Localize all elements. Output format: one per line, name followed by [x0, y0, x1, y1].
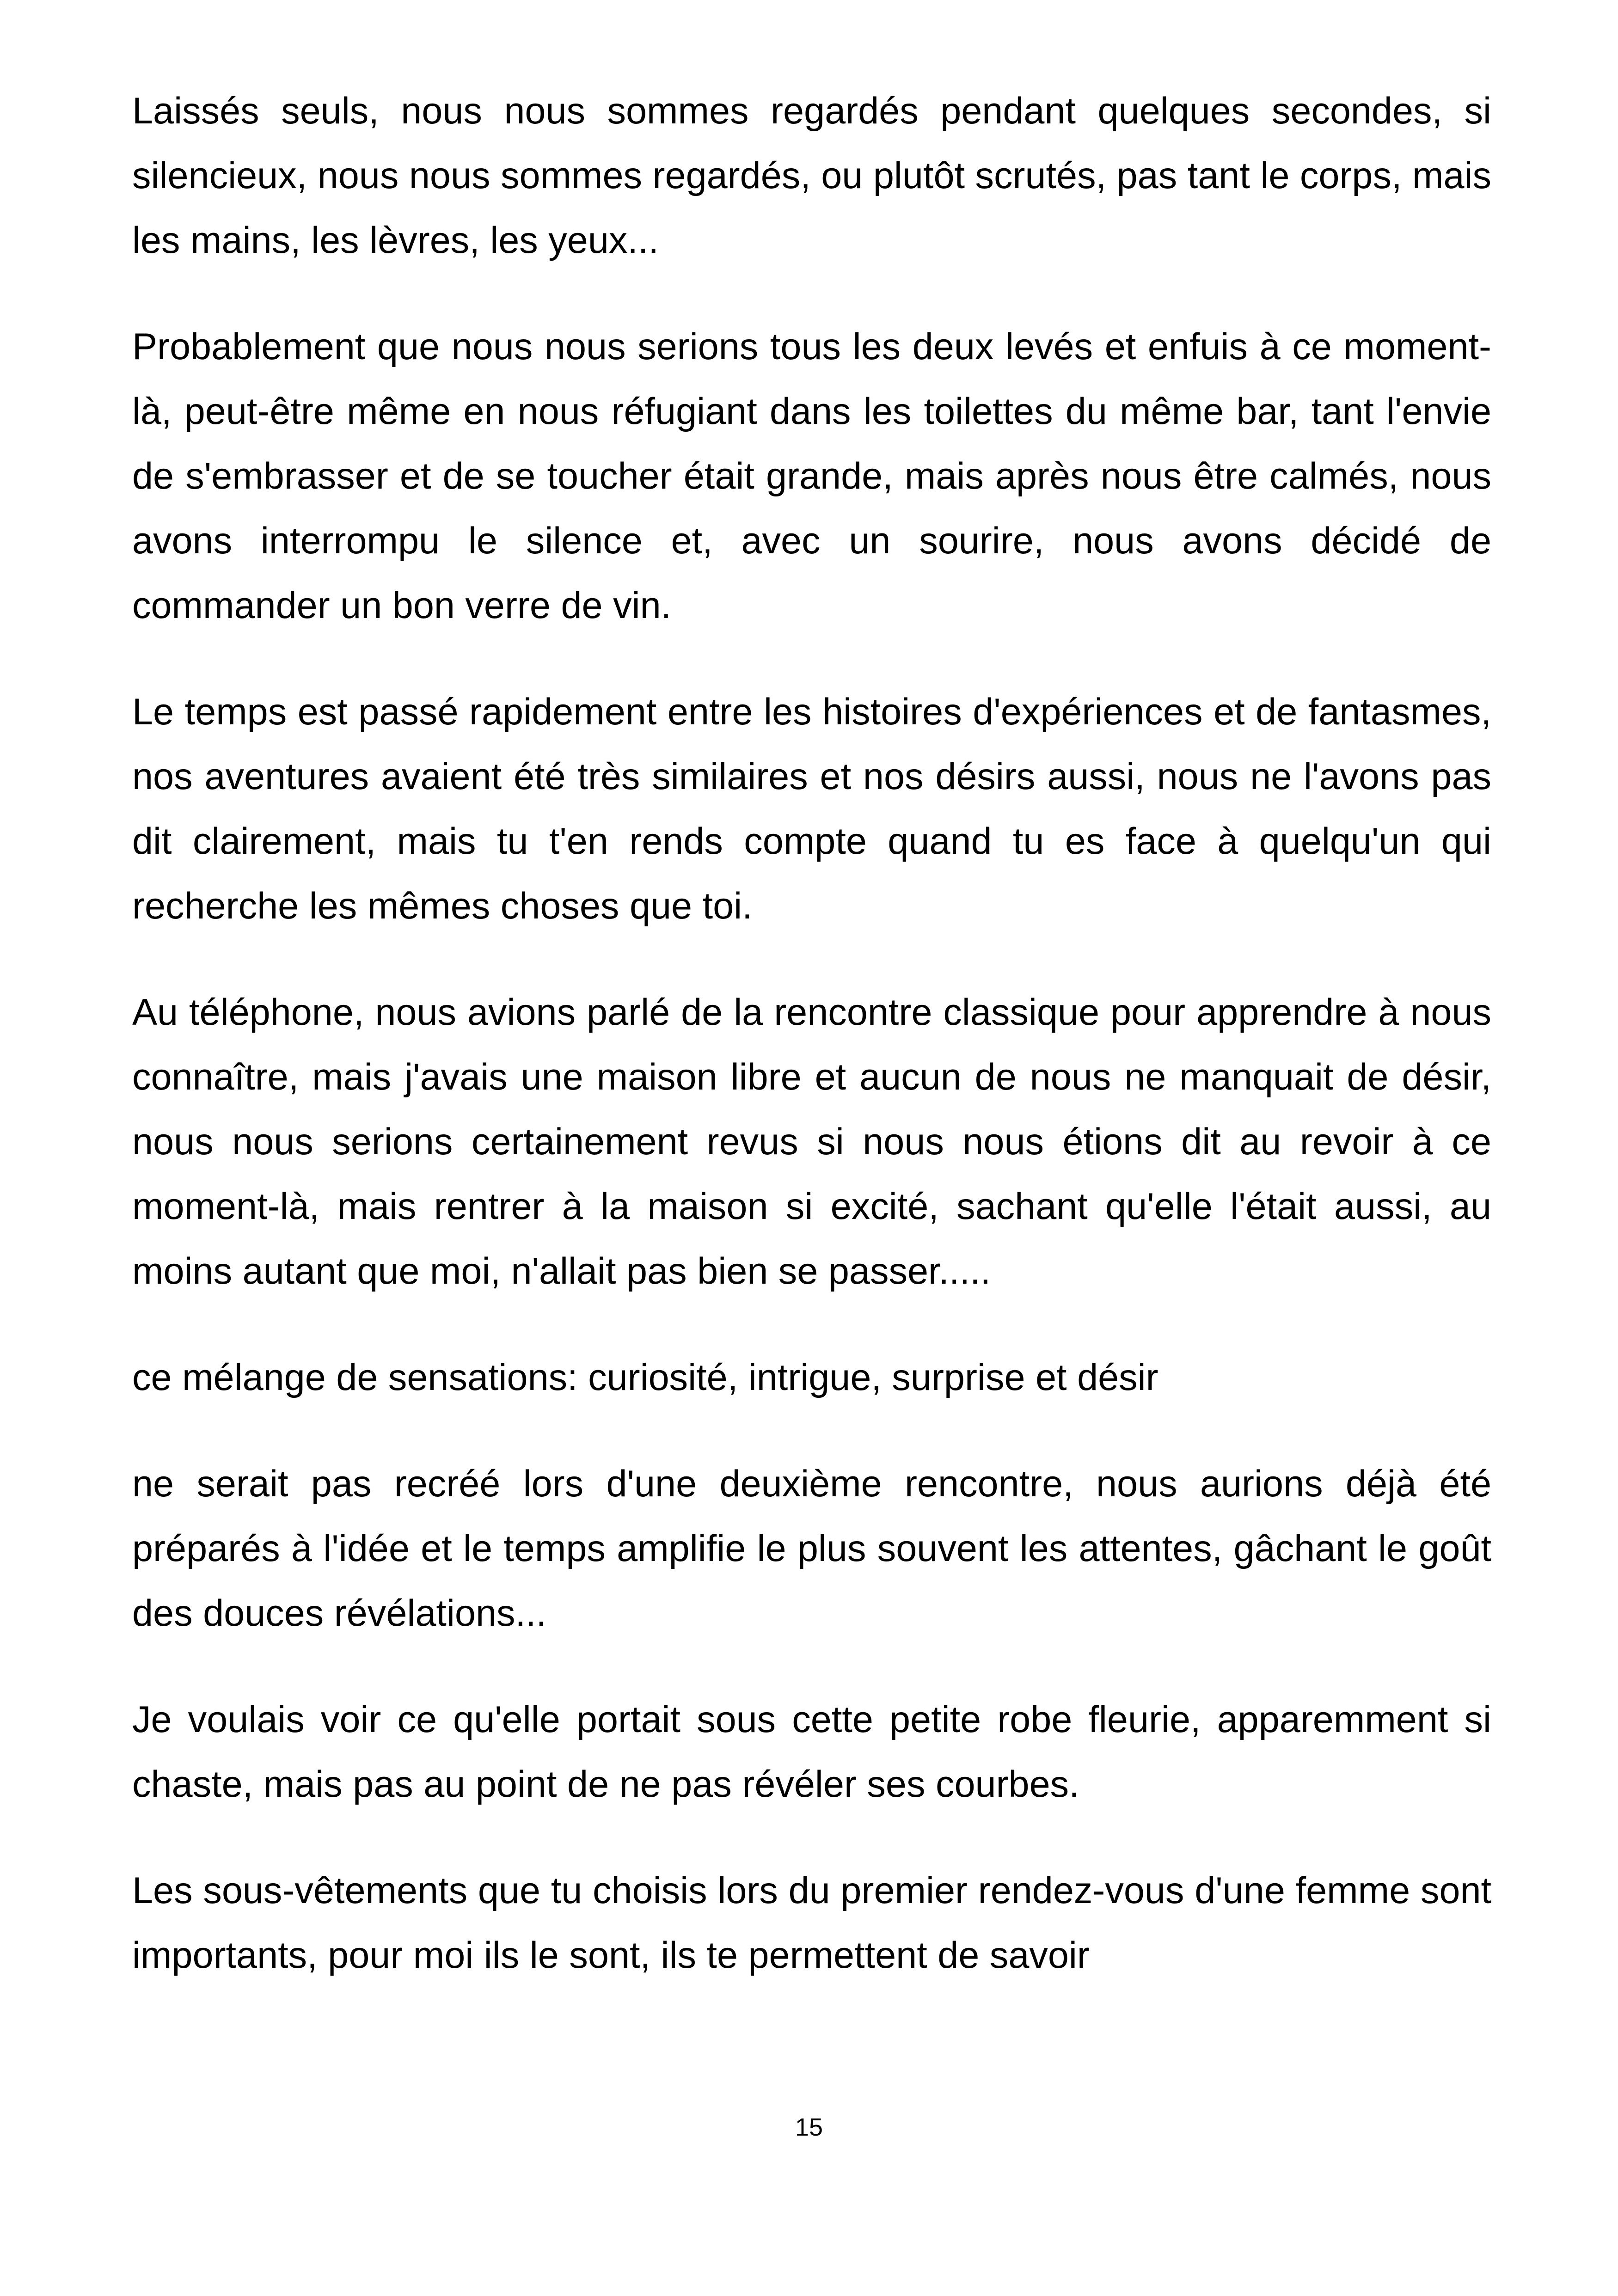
paragraph-4: Au téléphone, nous avions parlé de la rencontre classique pour apprendre à nous connaître, mais j'avais une maison libre et aucun de nous ne manquait de désir, nous nous serions certainement revus si nous nous étions dit au revoir à ce moment-là, mais rentrer à la maison si excité, sachant qu'elle l'était aussi, au moins autant que moi, n'allait pas bien se passer.....	[132, 992, 1491, 1292]
paragraph-2: Probablement que nous nous serions tous les deux levés et enfuis à ce moment-là, peut-être même en nous réfugiant dans les toilettes du même bar, tant l'envie de s'embrasser et de se toucher était grande, mais après nous être calmés, nous avons interrompu le silence et, avec un sourire, nous avons décidé de commander un bon verre de vin.	[132, 326, 1491, 626]
paragraph-6: ne serait pas recréé lors d'une deuxième rencontre, nous aurions déjà été préparés à l'idée et le temps amplifie le plus souvent les attentes, gâchant le goût des douces révélations...	[132, 1463, 1491, 1634]
body-text	[132, 79, 1491, 2029]
page-number: 15	[795, 2113, 823, 2141]
paragraph-1: Laissés seuls, nous nous sommes regardés pendant quelques secondes, si silencieux, nous nous sommes regardés, ou plutôt scrutés, pas tant le corps, mais les mains, les lèvres, les yeux...	[132, 90, 1491, 261]
paragraph-3: Le temps est passé rapidement entre les histoires d'expériences et de fantasmes, nos aventures avaient été très similaires et nos désirs aussi, nous ne l'avons pas dit clairement, mais tu t'en rends compte quand tu es face à quelqu'un qui recherche les mêmes choses que toi.	[132, 691, 1491, 927]
paragraph-8: Les sous-vêtements que tu choisis lors du premier rendez-vous d'une femme sont importants, pour moi ils le sont, ils te permettent de savoir	[132, 1870, 1491, 1976]
paragraph-7: Je voulais voir ce qu'elle portait sous cette petite robe fleurie, apparemment si chaste, mais pas au point de ne pas révéler ses courbes.	[132, 1699, 1491, 1805]
paragraph-5: ce mélange de sensations: curiosité, intrigue, surprise et désir	[132, 1357, 1158, 1398]
